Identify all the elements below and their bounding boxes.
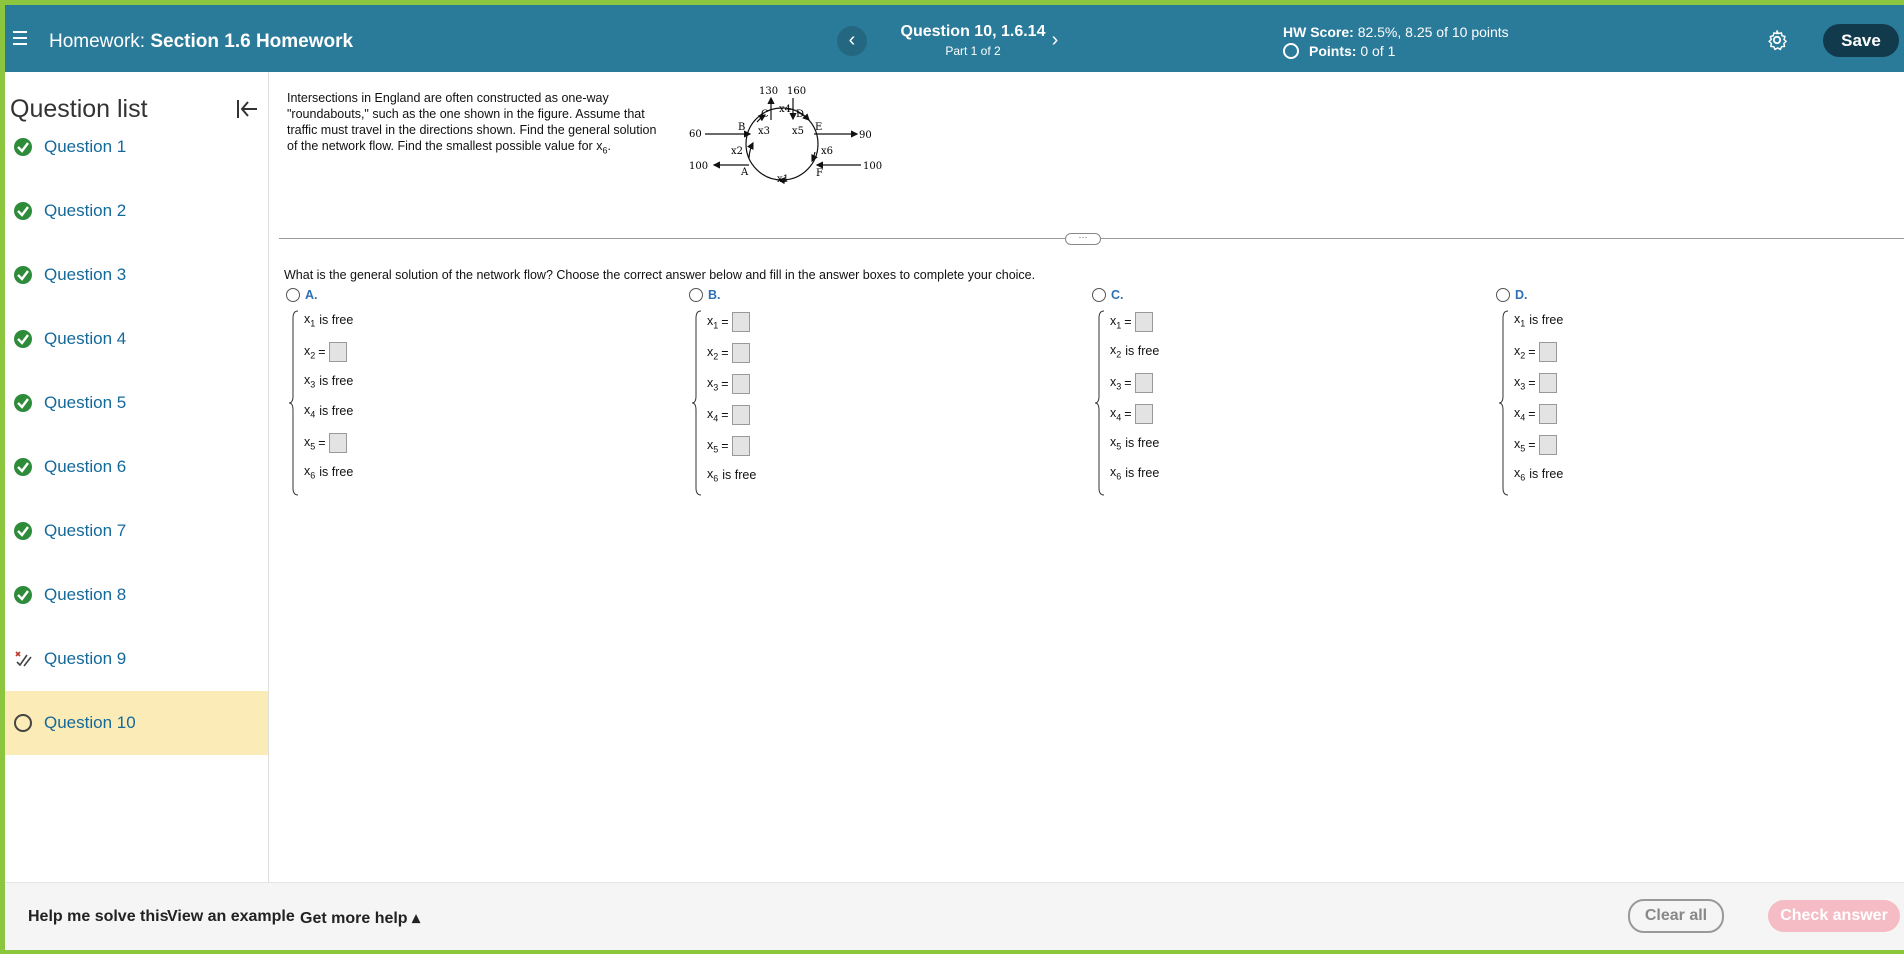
help-me-solve-button[interactable]: Help me solve this [28,908,169,925]
question-list-item-7[interactable] [5,499,268,563]
question-list-item-10[interactable] [5,691,268,755]
footer-bar [5,882,1904,950]
variable-label: $x_5$ [1514,436,1526,454]
variable-label: $x_5$ [304,434,316,452]
question-list-item-1[interactable] [5,115,268,179]
variable-label: $x_1$ [1110,313,1122,331]
answer-input-box[interactable] [1539,342,1557,362]
check-icon [14,202,32,220]
app-frame [5,5,1904,949]
fig-bottom-right-value: 100 [863,161,883,172]
question-list-label: Question 6 [44,457,127,476]
equation-row [1110,435,1159,452]
answer-input-box[interactable] [732,312,750,332]
homework-title [49,31,353,53]
free-variable-text: is free [319,404,354,419]
question-list-label: Question 3 [44,265,127,284]
equation-row [304,312,353,329]
left-brace [1499,310,1509,496]
equation-row [1110,343,1159,360]
hw-score-value: 82.5%, 8.25 of 10 points [1357,24,1509,40]
equation-row [1514,342,1557,362]
variable-label: $x_4$ [304,403,316,420]
question-list-sidebar [5,72,269,882]
choice-b [687,288,987,488]
fig-left-in-value: 60 [689,129,702,140]
variable-label: $x_2$ [1514,343,1526,361]
answer-input-box[interactable] [732,374,750,394]
answer-input-box[interactable] [1539,435,1557,455]
fig-node-b: B [738,122,746,133]
answer-input-box[interactable] [1539,404,1557,424]
gear-icon[interactable] [1766,29,1788,51]
question-list-label: Question 9 [44,649,127,668]
choice-letter: C. [1111,288,1124,302]
equals-sign: = [721,315,729,329]
equation-row [1110,312,1153,332]
left-brace [1095,310,1105,496]
question-list-label: Question 1 [44,137,127,156]
equation-row [1110,404,1153,424]
equation-row [707,374,750,394]
fig-bottom-left-value: 100 [689,161,709,172]
get-more-help-button[interactable]: Get more help ▴ [300,910,421,927]
choice-a [284,288,584,488]
check-icon [14,586,32,604]
variable-label: $x_5$ [1110,435,1122,452]
equals-sign: = [721,408,729,422]
choice-radio-option[interactable] [687,288,987,302]
hw-score [1283,24,1509,40]
equals-sign: = [1528,407,1536,421]
answer-input-box[interactable] [329,433,347,453]
question-list-item-3[interactable] [5,243,268,307]
equation-row [707,436,750,456]
hw-score-label: HW Score: [1283,24,1354,40]
resize-handle[interactable]: ··· [1065,233,1101,245]
points-value: 0 of 1 [1360,43,1396,59]
check-icon [14,394,32,412]
question-list-label: Question 10 [44,713,136,732]
variable-label: $x_2$ [304,343,316,361]
answer-input-box[interactable] [1135,404,1153,424]
question-list-item-2[interactable] [5,179,268,243]
question-list-label: Question 2 [44,201,127,220]
variable-label: $x_2$ [1110,343,1122,360]
variable-label: $x_3$ [1514,374,1526,392]
question-list-label: Question 4 [44,329,127,348]
fig-edge-x6: x6 [821,146,834,157]
answer-input-box[interactable] [1135,373,1153,393]
equation-row [707,467,756,484]
equals-sign: = [721,346,729,360]
clear-all-button[interactable]: Clear all [1628,899,1724,933]
equation-row [1514,373,1557,393]
choice-d [1494,288,1794,488]
variable-label: $x_4$ [707,406,719,424]
question-list-item-9[interactable] [5,627,268,691]
choice-letter: D. [1515,288,1528,302]
variable-label: $x_3$ [1110,374,1122,392]
equals-sign: = [721,439,729,453]
question-list-item-4[interactable] [5,307,268,371]
free-variable-text: is free [1529,313,1564,328]
equals-sign: = [1124,315,1132,329]
points-label: Points: [1309,43,1357,59]
left-brace [692,310,702,496]
hamburger-menu-icon[interactable] [13,27,27,51]
previous-question-button[interactable]: ‹ [837,26,867,56]
fig-node-a: A [741,167,749,178]
free-variable-text: is free [1125,466,1160,481]
fig-edge-x4: x4 [779,104,792,115]
check-answer-button[interactable]: Check answer [1768,900,1900,932]
question-panel [269,72,1904,882]
equation-row [707,405,750,425]
equals-sign: = [721,377,729,391]
choice-letter: A. [305,288,318,302]
equals-sign: = [1528,345,1536,359]
radio-button[interactable] [1092,288,1106,302]
equals-sign: = [318,345,326,359]
question-list-label: Question 7 [44,521,127,540]
question-part: Part 1 of 2 [945,44,1001,58]
question-list-item-6[interactable] [5,435,268,499]
variable-label: $x_6$ [1110,465,1122,482]
equation-row [1110,465,1159,482]
variable-label: $x_6$ [1514,466,1526,483]
variable-label: $x_1$ [1514,312,1526,329]
variable-label: $x_6$ [707,467,719,484]
homework-name: Section 1.6 Homework [150,31,354,52]
fig-top-left-value: 130 [759,86,779,97]
equation-row [1514,466,1563,483]
homework-prefix: Homework: [49,31,146,52]
radio-button[interactable] [1496,288,1510,302]
check-icon [14,266,32,284]
equation-row [1514,404,1557,424]
question-list-title: Question list [10,95,148,123]
variable-label: $x_3$ [304,373,316,390]
equation-row [304,464,353,481]
view-example-button[interactable]: View an example [167,908,295,925]
free-variable-text: is free [319,465,354,480]
equals-sign: = [1528,376,1536,390]
fig-node-e: E [815,122,823,133]
question-list-label: Question 5 [44,393,127,412]
answer-input-box[interactable] [732,405,750,425]
equals-sign: = [318,436,326,450]
question-list-label: Question 8 [44,585,127,604]
free-variable-text: is free [1125,436,1160,451]
question-list-item-5[interactable] [5,371,268,435]
variable-label: $x_2$ [707,344,719,362]
radio-button[interactable] [286,288,300,302]
problem-statement: Intersections in England are often constructed as one-way "roundabouts," such as the one shown in the figure. Assume that traffic must travel in the directions shown. Find the general solution of the network flow. Find the smallest possible value for $x_6$. [287,91,657,156]
free-variable-text: is free [1529,467,1564,482]
free-variable-text: is free [319,374,354,389]
choice-radio-option[interactable] [284,288,584,302]
save-button[interactable]: Save [1823,24,1899,57]
fig-edge-x5: x5 [792,126,805,137]
points-display [1283,43,1395,59]
answer-input-box[interactable] [329,342,347,362]
fig-edge-x1: x1 [777,174,790,185]
fig-node-f: F [816,168,823,179]
check-icon [14,458,32,476]
check-icon [14,522,32,540]
question-list-item-8[interactable] [5,563,268,627]
answer-input-box[interactable] [1135,312,1153,332]
radio-button[interactable] [689,288,703,302]
question-prompt: What is the general solution of the network flow? Choose the correct answer below and fill in the answer boxes to complete your choice. [284,268,1036,282]
next-question-button[interactable]: › [1051,29,1059,51]
choice-radio-option[interactable] [1090,288,1390,302]
variable-label: $x_4$ [1514,405,1526,423]
unanswered-circle-icon [14,714,32,732]
choice-letter: B. [708,288,721,302]
equation-row [304,433,347,453]
equals-sign: = [1124,376,1132,390]
equation-row [1514,312,1563,329]
fig-edge-x2: x2 [731,146,744,157]
problem-text: Intersections in England are often constructed as one-way "roundabouts," such as the one shown in the figure. Assume that traffic must travel in the directions shown. Find the general solution of the network flow. Find the smallest possible value for [287,91,657,153]
equation-row [707,312,750,332]
equation-row [304,403,353,420]
roundabout-figure [679,82,883,192]
variable-label: $x_6$ [304,464,316,481]
answer-input-box[interactable] [732,343,750,363]
question-title: Question 10, 1.6.14 [900,23,1046,40]
problem-variable: $x_6$ [596,139,608,156]
fig-right-out-value: 90 [859,130,872,141]
equation-row [707,343,750,363]
points-status-icon [1283,43,1299,59]
fig-node-c: C [761,109,769,120]
free-variable-text: is free [319,313,354,328]
free-variable-text: is free [722,468,757,483]
variable-label: $x_5$ [707,437,719,455]
answer-input-box[interactable] [732,436,750,456]
choice-c [1090,288,1390,488]
equation-row [1514,435,1557,455]
check-icon [14,330,32,348]
equals-sign: = [1124,407,1132,421]
top-bar [5,5,1904,72]
equation-row [1110,373,1153,393]
fig-top-right-value: 160 [787,86,807,97]
left-brace [289,310,299,496]
choice-radio-option[interactable] [1494,288,1794,302]
equation-row [304,373,353,390]
variable-label: $x_1$ [304,312,316,329]
fig-node-d: D [796,109,805,120]
variable-label: $x_3$ [707,375,719,393]
variable-label: $x_1$ [707,313,719,331]
partial-credit-icon [14,650,32,668]
equation-row [304,342,347,362]
check-icon [14,138,32,156]
equals-sign: = [1528,438,1536,452]
variable-label: $x_4$ [1110,405,1122,423]
fig-edge-x3: x3 [758,126,771,137]
answer-input-box[interactable] [1539,373,1557,393]
free-variable-text: is free [1125,344,1160,359]
